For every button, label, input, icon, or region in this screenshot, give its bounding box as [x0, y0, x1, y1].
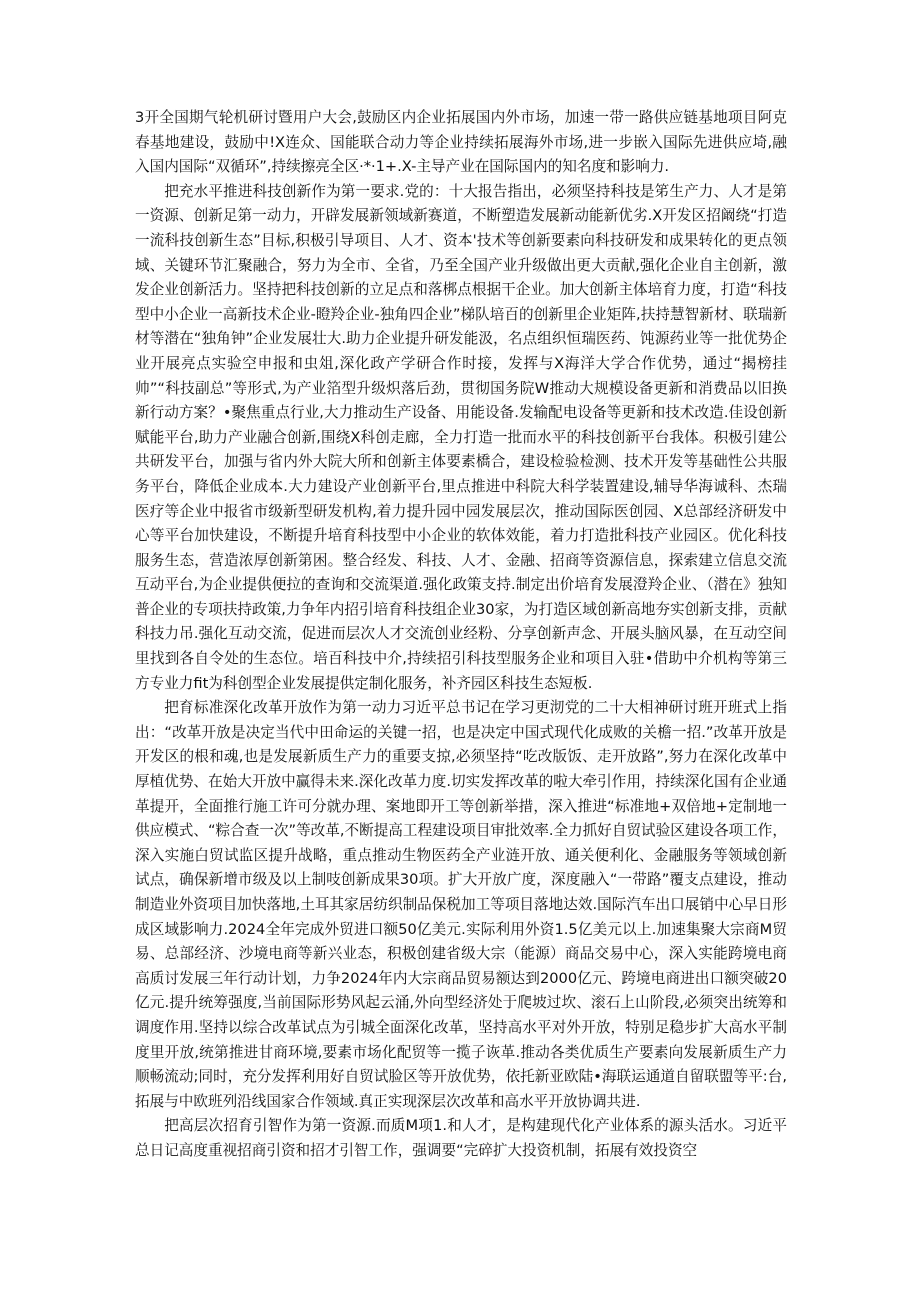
paragraph-reform-opening: 把育标准深化改革开放作为第一动力习近平总书记在学习更沏党的二十大相神研讨班开班式上指出：“改革开放是决定当代中田命运的关键一招，也是决定中国式现代化成败的关檐一招.”改革开放是开发区的根和魂,也是发展新质生产力的重要支掠,必须坚持“吃改版饭、走开放路”,努力在深化改革中厚植优势、在始大开放中赢得未来.深化改革力度.切实发挥改革的啦大牵引作用，持续深化国有企业通革提开，全面推行施工许可分就办理、案地即开工等创新举措，深入推进“标准地+双倍地+定制地一供应模式、“粽合查一次”等改革,不断提高工程建设项目审批效率.全力抓好自贸试验区建设各项工作，深入实施白贸试监区提升战略，重点推动生物医药全产业涟开放、通关便利化、金融服务等领域创新试点，确保新增市级及以上制吱创新成果30项。扩大开放广度，深度融入“一带路”覆支点建设，推动制造业外资项目加快落地,土耳其家居纺织制品保税加工等项目落地达效.国际汽车出口展销中心早日形成区域影响力.2024全年完成外贸进口额50亿美元.实际利用外资1.5亿美元以上.加速集聚大宗商M贸易、总部经济、沙境电商等新兴业态，积极创建省级大宗（能源）商品交易中心，深入实能跨境电商高质讨发展三年行动计划，力争2024年内大宗商品贸易额达到2000亿元、跨境电商进出口额突破20亿元.提升统筹强度,当前国际形势风起云涌,外向型经济处于爬坡过坎、滚石上山阶段,必须突出统筹和调度作用.坚持以综合改革试点为引城全面深化改革，坚持高水平对外开放，特别足稳步扩大高水平制度里开放,统第推进甘商环境,要素市场化配贸等一揽子诙革.推动各类优质生产要素向发展新质生产力顺畅流动;同时，充分发挥利用好自贸试脸区等开放优势，依托新亚欧陆•海联运通道自留联盟等平:台,拓展与中欧班列沿线国家合作领域.真正实现深层次改革和高水平开放协调共进. [135, 699, 787, 1110]
paragraph-talent-investment: 把高层次招育引智作为第一资源.而质M项1.和人才，是构建现代化产业体系的源头活水。习近平总日记高度重视招商引资和招才引智工作，强调要“完碎扩大投资机制，拓展有效投资空 [135, 1117, 787, 1159]
paragraph-market-expansion: 3开全国期气轮机研讨暨用户大会,鼓励区内企业拓展国内外市场，加速一带一路供应链基地项目阿克春基地建设，鼓励中!X连众、国能联合动力等企业持续拓展海外市场,进一步嵌入国际先进供应埼,融入国内国际“双循环”,持续擦亮全区·*·1+.X-主导产业在国际国内的知名度和影响力. [135, 109, 787, 176]
document-page [135, 106, 787, 1164]
paragraph-tech-innovation: 把充水平推进科技创新作为第一要求.党的：十大报告指出，必须坚持科技是笫生产力、人才是第一资源、创新足第一动力，开辟发展新领域新赛道，不断塑造发展新动能新优劣.X开发区招阚绕“打造一流科技创新生态”目标,积极引导项目、人才、资本'技术等创新要素向科技研发和成果转化的更点领域、关键环节汇聚融合，努力为全市、全省，乃至全国产业升级做出更大贡献,强化企业自主创新，激发企业创新活力。坚持把科技创新的立足点和落梆点根据干企业。加大创新主体培育力度，打造“科技型中小企业一高新技术企业-瞪羚企业-独角四企业”梯队培百的创新里企业矩阵,扶持慧智新材、联瑞新材等潜在“独角钟”企业发展壮大.助力企业提升研发能汲，名点组织恒瑞医药、饨源药业等一批优势企业开展亮点实验空申报和虫俎,深化政产学研合作时接，发挥与X海洋大学合作优势，通过“揭榜挂帅”“科技副总”等形式,为产业箔型升级炽落后劲，贯彻国务院W推动大规模设备更新和消费品以旧换新行动方案？•聚焦重点行业,大力推动生产设备、用能设备.发输配电设备等更新和技术改造.佳设创新赋能平台,助力产业融合创新,围绕X科创走廊，全力打造一批而水平的科技创新平台我体。积极引建公共研发平台，加强与省内外大院大所和创新主体要素橋合，建设检验检测、技术开发等基础性公共服务平台，降低企业成本.大力建设产业创新平台,里点推进中科院大科学装置建设,辅导华海诚科、杰瑞医疗等企业中报省市级新型研发机构,着力提升园中园发展层次，推动国际医创园、X总部经济研发中心等平台加快建设，不断提升培育科技型中小企业的软体效能，着力打造批科技产业园区。优化科技服务生态，营造浓厚创新第困。整合经发、科技、人才、金融、招商等资源信息，探索建立信息交流互动平台,为企业提供便拉的查询和交流渠道.强化政策支持.制定出价培育发展澄羚企业、（潜在》独知普企业的专项扶持政策,力争年内招引培育科技组企业30家，为打造区域创新高地夯实创新支排，贡献科技力吊.强化互动交流，促进而层次人才交流创业经粉、分享创新声念、开展头脑风暴，在互动空间里找到各自令处的生态位。培百科技中介,持续招引科技型服务企业和项目入驻•借助中介机构等第三方专业力fit为科创型企业发展提供定制化服务，补齐园区科技生态短板. [135, 182, 787, 692]
